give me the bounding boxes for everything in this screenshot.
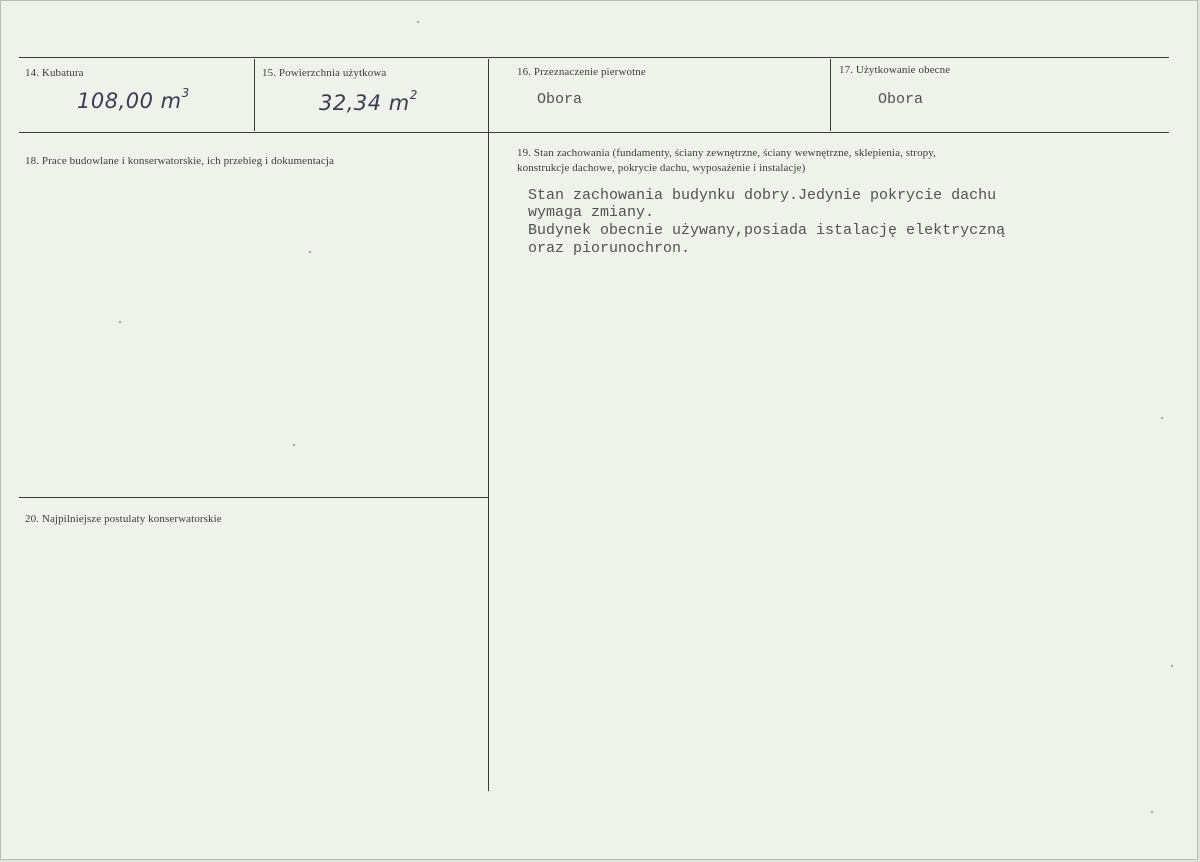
paper-speck	[293, 444, 295, 446]
powierzchnia-value-text: 32,34 m	[319, 91, 410, 115]
paper-speck	[417, 21, 419, 23]
divider-14-15	[254, 59, 255, 131]
przeznaczenie-label: 16. Przeznaczenie pierwotne	[517, 66, 646, 78]
row1-bottom-rule	[19, 132, 1169, 133]
prace-budowlane-label: 18. Prace budowlane i konserwatorskie, ich przebieg i dokumentacja	[25, 155, 334, 167]
przeznaczenie-value: Obora	[537, 91, 583, 108]
top-rule	[19, 57, 1169, 58]
kubatura-label: 14. Kubatura	[25, 67, 84, 79]
uzytkowanie-value: Obora	[878, 91, 924, 108]
stan-zachowania-label-line2: konstrukcje dachowe, pokrycie dachu, wyposażenie i instalacje)	[517, 162, 806, 174]
stan-zachowania-line-4: oraz piorunochron.	[528, 240, 691, 257]
powierzchnia-unit-exponent: 2	[409, 88, 418, 102]
stan-zachowania-line-2: wymaga zmiany.	[528, 204, 655, 221]
main-column-divider	[488, 59, 489, 791]
paper-speck	[1151, 811, 1153, 813]
paper-speck	[1171, 665, 1173, 667]
paper-speck	[1161, 417, 1163, 419]
stan-zachowania-label-line1: 19. Stan zachowania (fundamenty, ściany zewnętrzne, ściany wewnętrzne, sklepienia, stropy,	[517, 147, 937, 159]
stan-zachowania-line-3: Budynek obecnie używany,posiada istalację elektryczną	[528, 222, 1006, 239]
divider-16-17	[830, 59, 831, 131]
powierzchnia-value	[319, 88, 418, 115]
kubatura-value-text: 108,00 m	[77, 89, 182, 113]
kubatura-value	[77, 86, 190, 113]
paper-speck	[119, 321, 121, 323]
stan-zachowania-line-1: Stan zachowania budynku dobry.Jedynie pokrycie dachu	[528, 187, 997, 204]
paper-speck	[309, 251, 311, 253]
postulaty-label: 20. Najpilniejsze postulaty konserwatorskie	[25, 513, 222, 525]
section18-bottom-rule	[19, 497, 488, 498]
uzytkowanie-label: 17. Użytkowanie obecne	[839, 64, 951, 76]
powierzchnia-label: 15. Powierzchnia użytkowa	[262, 67, 387, 79]
kubatura-unit-exponent: 3	[181, 86, 190, 100]
